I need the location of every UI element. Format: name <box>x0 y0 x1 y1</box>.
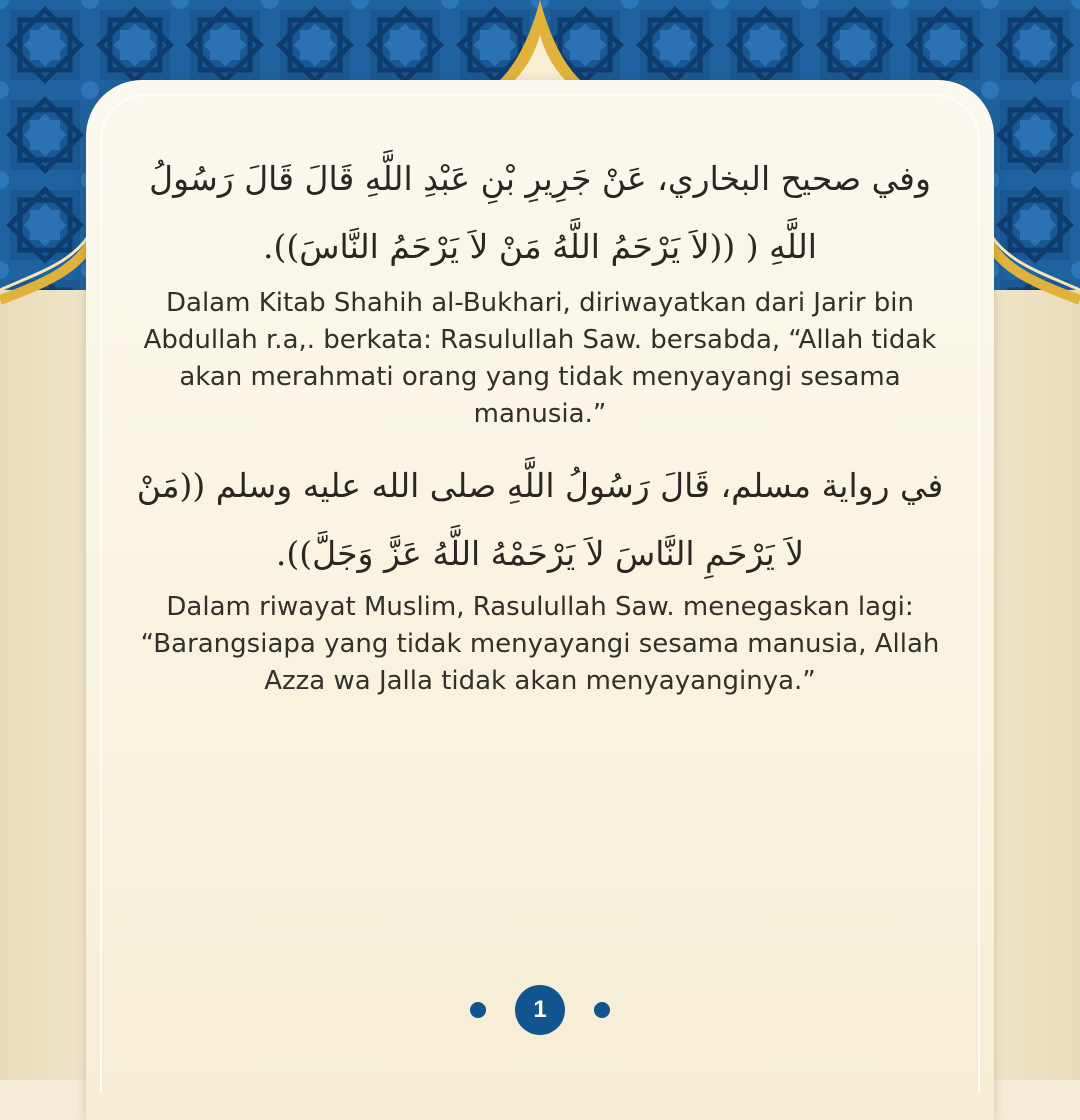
previous-page-dot[interactable] <box>470 1002 486 1018</box>
hadith-bukhari-arabic: وفي صحيح البخاري، عَنْ جَرِيرِ بْنِ عَبْدِ اللَّهِ قَالَ قَالَ رَسُولُ اللَّهِ ( ((لاَ يَرْحَمُ اللَّهُ مَنْ لاَ يَرْحَمُ النَّاسَ)). <box>149 159 931 266</box>
hadith-bukhari-translation: Dalam Kitab Shahih al-Bukhari, diriwayatkan dari Jarir bin Abdullah r.a,. berkata: Rasulullah Saw. bersabda, “Allah tidak akan merahmati orang yang tidak menyayangi sesama manusia.” <box>143 288 937 429</box>
pagination <box>460 984 620 1036</box>
hadith-muslim-translation: Dalam riwayat Muslim, Rasulullah Saw. menegaskan lagi: “Barangsiapa yang tidak menyayangi sesama manusia, Allah Azza wa Jalla tidak akan menyayanginya.” <box>140 592 940 696</box>
hadith-muslim-arabic: في رواية مسلم، قَالَ رَسُولُ اللَّهِ صلى الله عليه وسلم ((مَنْ لاَ يَرْحَمِ النَّاسَ لاَ يَرْحَمْهُ اللَّهُ عَزَّ وَجَلَّ)). <box>136 466 944 573</box>
next-page-dot[interactable] <box>594 1002 610 1018</box>
current-page-indicator: 1 <box>515 985 565 1035</box>
